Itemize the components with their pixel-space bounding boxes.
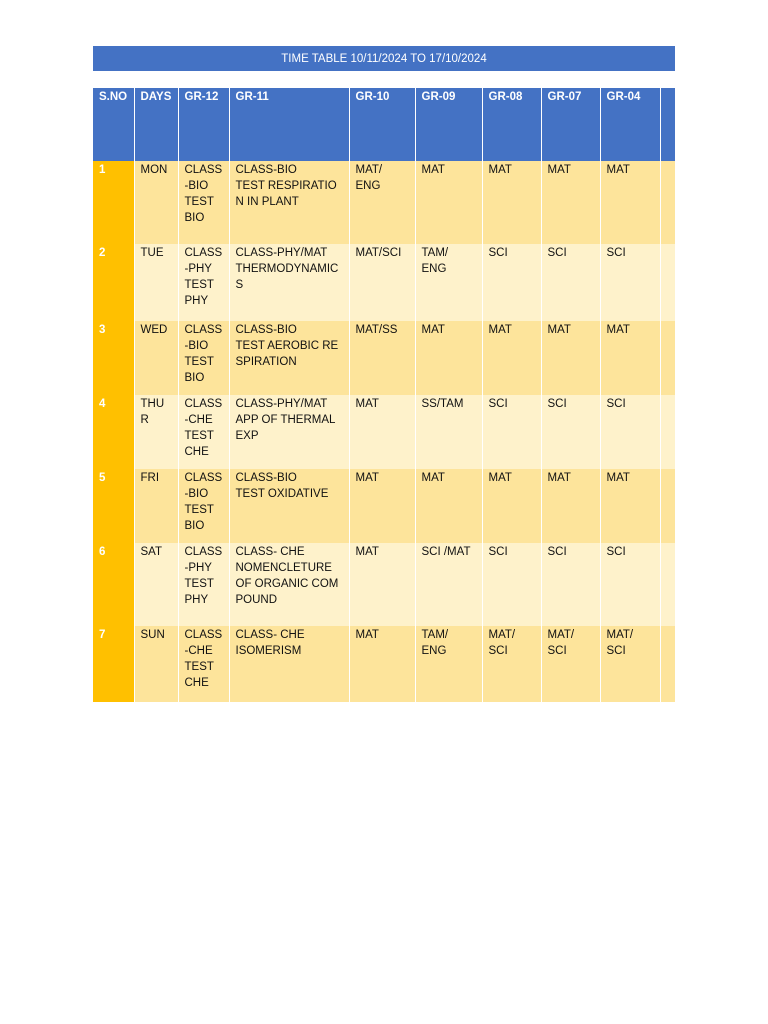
cell-sno: 7 bbox=[93, 626, 134, 702]
header-gr04: GR-04 bbox=[600, 88, 660, 161]
cell-sno: 3 bbox=[93, 321, 134, 395]
cell-gr08: SCI bbox=[482, 395, 541, 469]
cell-gr04: SCI bbox=[600, 543, 660, 626]
cell-gr07: MAT bbox=[541, 321, 600, 395]
cell-gr12: CLASS-BIO TEST BIO bbox=[178, 469, 229, 543]
cell-sno: 1 bbox=[93, 161, 134, 244]
cell-gr11: CLASS-BIO TEST RESPIRATION IN PLANT bbox=[229, 161, 349, 244]
header-gr07: GR-07 bbox=[541, 88, 600, 161]
header-row bbox=[93, 88, 675, 161]
cell-gr07: SCI bbox=[541, 543, 600, 626]
cell-extra bbox=[660, 543, 675, 626]
cell-gr08: MAT/ SCI bbox=[482, 626, 541, 702]
cell-gr07: MAT/ SCI bbox=[541, 626, 600, 702]
cell-day: SAT bbox=[134, 543, 178, 626]
cell-gr07: SCI bbox=[541, 395, 600, 469]
cell-gr11: CLASS- CHE NOMENCLETURE OF ORGANIC COMPOUND bbox=[229, 543, 349, 626]
cell-sno: 5 bbox=[93, 469, 134, 543]
cell-sno: 2 bbox=[93, 244, 134, 321]
header-sno: S.NO bbox=[93, 88, 134, 161]
header-days: DAYS bbox=[134, 88, 178, 161]
cell-gr04: MAT bbox=[600, 469, 660, 543]
cell-gr09: TAM/ ENG bbox=[415, 626, 482, 702]
cell-day: TUE bbox=[134, 244, 178, 321]
header-gr11: GR-11 bbox=[229, 88, 349, 161]
cell-gr09: MAT bbox=[415, 321, 482, 395]
cell-extra bbox=[660, 161, 675, 244]
cell-gr04: SCI bbox=[600, 395, 660, 469]
cell-gr12: CLASS-CHE TEST CHE bbox=[178, 626, 229, 702]
cell-extra bbox=[660, 395, 675, 469]
cell-gr07: SCI bbox=[541, 244, 600, 321]
cell-gr08: SCI bbox=[482, 543, 541, 626]
cell-gr10: MAT bbox=[349, 469, 415, 543]
cell-gr12: CLASS-PHY TEST PHY bbox=[178, 543, 229, 626]
cell-gr09: MAT bbox=[415, 161, 482, 244]
header-extra bbox=[660, 88, 675, 161]
header-gr08: GR-08 bbox=[482, 88, 541, 161]
cell-gr11: CLASS-BIO TEST OXIDATIVE bbox=[229, 469, 349, 543]
header-gr10: GR-10 bbox=[349, 88, 415, 161]
cell-day: SUN bbox=[134, 626, 178, 702]
header-gr09: GR-09 bbox=[415, 88, 482, 161]
cell-extra bbox=[660, 626, 675, 702]
cell-gr10: MAT bbox=[349, 395, 415, 469]
cell-gr09: MAT bbox=[415, 469, 482, 543]
cell-gr11: CLASS-BIO TEST AEROBIC RESPIRATION bbox=[229, 321, 349, 395]
cell-gr04: MAT bbox=[600, 161, 660, 244]
cell-gr09: TAM/ ENG bbox=[415, 244, 482, 321]
cell-gr11: CLASS- CHE ISOMERISM bbox=[229, 626, 349, 702]
timetable-title: TIME TABLE 10/11/2024 TO 17/10/2024 bbox=[93, 46, 675, 71]
cell-gr12: CLASS-BIO TEST BIO bbox=[178, 161, 229, 244]
table-row bbox=[93, 321, 675, 395]
cell-gr12: CLASS-PHY TEST PHY bbox=[178, 244, 229, 321]
timetable bbox=[93, 88, 676, 702]
cell-sno: 4 bbox=[93, 395, 134, 469]
cell-gr04: MAT/ SCI bbox=[600, 626, 660, 702]
cell-gr04: MAT bbox=[600, 321, 660, 395]
cell-gr04: SCI bbox=[600, 244, 660, 321]
table-row bbox=[93, 395, 675, 469]
table-row bbox=[93, 543, 675, 626]
cell-day: MON bbox=[134, 161, 178, 244]
cell-extra bbox=[660, 469, 675, 543]
table-row bbox=[93, 469, 675, 543]
cell-sno: 6 bbox=[93, 543, 134, 626]
cell-gr10: MAT bbox=[349, 543, 415, 626]
cell-gr10: MAT bbox=[349, 626, 415, 702]
header-gr12: GR-12 bbox=[178, 88, 229, 161]
cell-gr07: MAT bbox=[541, 469, 600, 543]
cell-gr10: MAT/SCI bbox=[349, 244, 415, 321]
cell-day: FRI bbox=[134, 469, 178, 543]
cell-gr12: CLASS-BIO TEST BIO bbox=[178, 321, 229, 395]
cell-gr09: SCI /MAT bbox=[415, 543, 482, 626]
cell-gr11: CLASS-PHY/MAT APP OF THERMAL EXP bbox=[229, 395, 349, 469]
table-row bbox=[93, 244, 675, 321]
cell-day: THUR bbox=[134, 395, 178, 469]
table-row bbox=[93, 161, 675, 244]
cell-gr08: SCI bbox=[482, 244, 541, 321]
cell-gr07: MAT bbox=[541, 161, 600, 244]
table-row bbox=[93, 626, 675, 702]
cell-extra bbox=[660, 244, 675, 321]
cell-gr10: MAT/ ENG bbox=[349, 161, 415, 244]
cell-gr08: MAT bbox=[482, 321, 541, 395]
cell-gr11: CLASS-PHY/MAT THERMODYNAMICS bbox=[229, 244, 349, 321]
cell-gr09: SS/TAM bbox=[415, 395, 482, 469]
cell-gr08: MAT bbox=[482, 161, 541, 244]
cell-gr08: MAT bbox=[482, 469, 541, 543]
cell-extra bbox=[660, 321, 675, 395]
cell-gr10: MAT/SS bbox=[349, 321, 415, 395]
cell-day: WED bbox=[134, 321, 178, 395]
cell-gr12: CLASS-CHE TEST CHE bbox=[178, 395, 229, 469]
